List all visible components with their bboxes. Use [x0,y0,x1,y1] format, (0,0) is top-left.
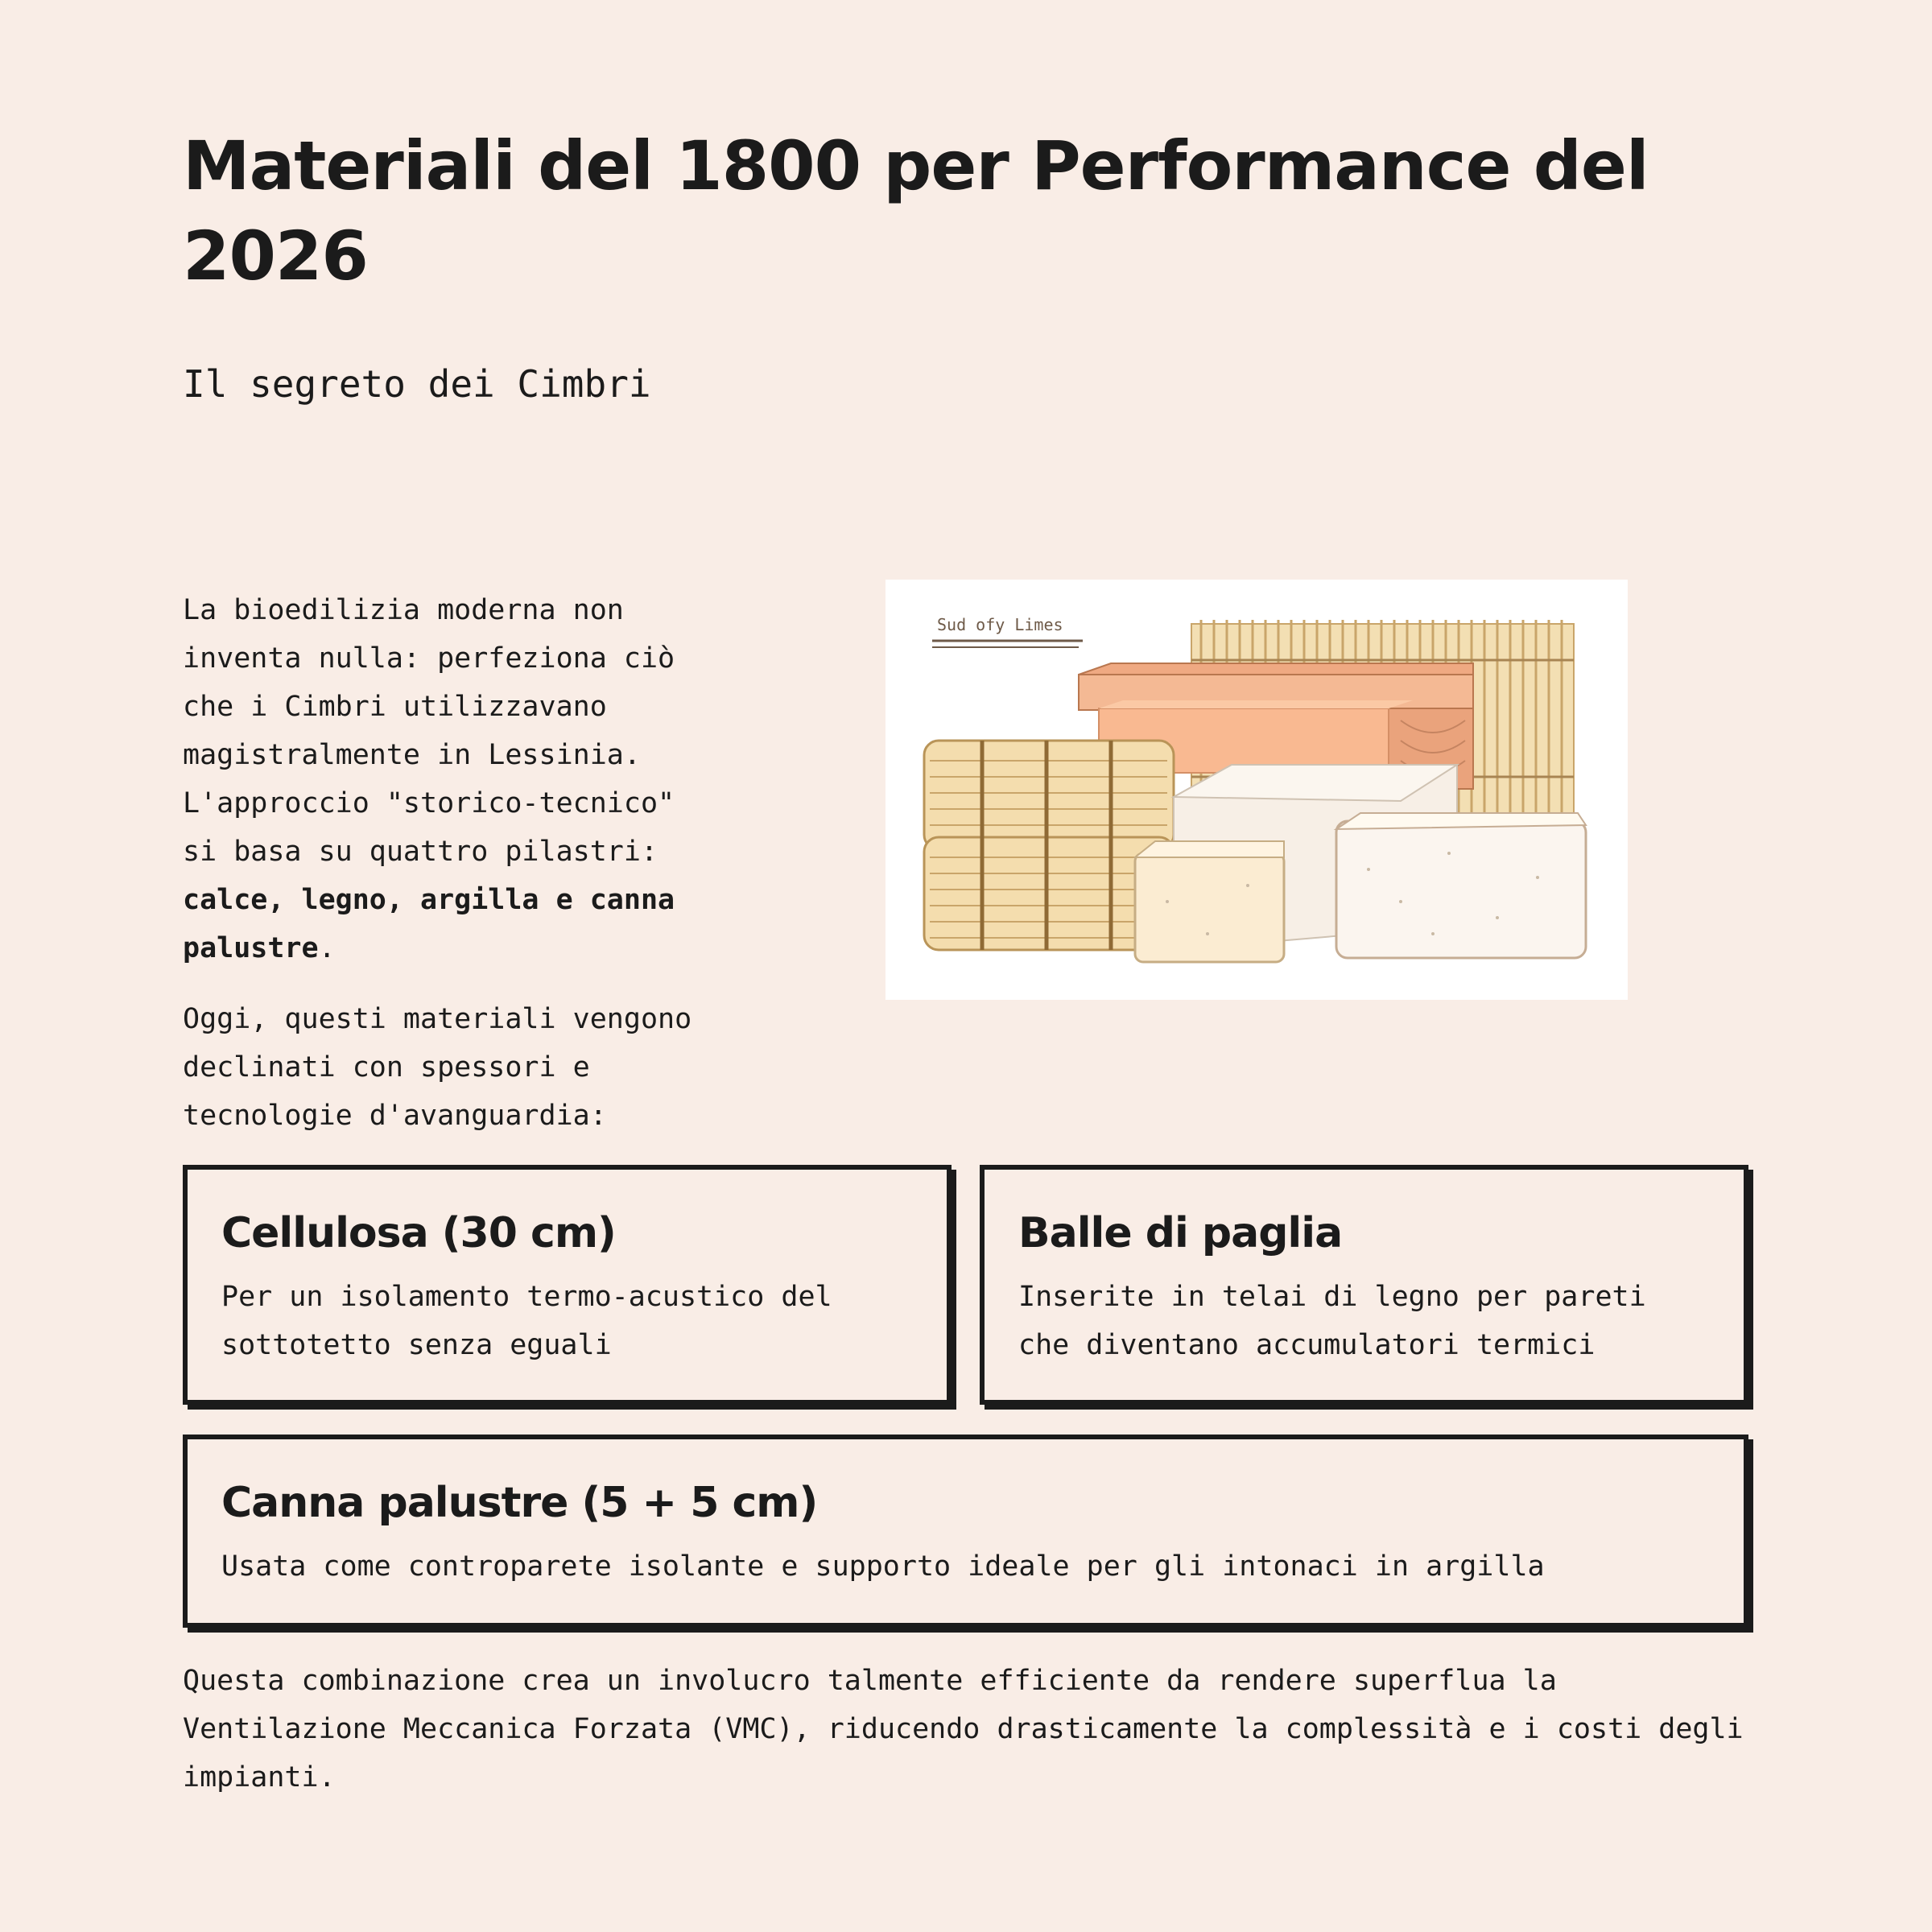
page-subtitle: Il segreto dei Cimbri [183,362,651,406]
intro-paragraph-1 [183,586,698,972]
card-balle-di-paglia [980,1165,1748,1405]
intro-p1-bold: calce, legno, argilla e canna palustre [183,884,675,964]
card-text: Usata come controparete isolante e supporto ideale per gli intonaci in argilla [221,1550,1545,1583]
page [183,121,1752,1794]
card-cellulosa [183,1165,952,1405]
card-text: Per un isolamento termo-acustico del sottotetto senza eguali [221,1281,832,1361]
card-canna-palustre [183,1435,1748,1628]
card-title: Canna palustre (5 + 5 cm) [221,1479,818,1527]
building-materials-illustration [886,580,1628,1000]
intro-p1-end: . [318,932,336,964]
intro-paragraph-2: Oggi, questi materiali vengono declinati con spessori e tecnologie d'avanguardia: [183,1003,692,1132]
card-title: Balle di paglia [1018,1209,1343,1257]
intro-text [183,586,698,1162]
closing-paragraph: Questa combinazione crea un involucro talmente efficiente da rendere superflua la Ventilazione Meccanica Forzata (VMC), riducendo drasticamente la complessità e i costi degli impianti. [183,1665,1744,1794]
intro-p1-text: La bioedilizia moderna non inventa nulla: perfeziona ciò che i Cimbri utilizzavano magistralmente in Lessinia. L'approccio "storico-tecnico" si basa su quattro pilastri: [183,594,675,868]
illustration-label: Sud ofy Limes [937,615,1063,634]
card-text: Inserite in telai di legno per pareti che diventano accumulatori termici [1018,1281,1646,1361]
page-title: Materiali del 1800 per Performance del 2026 [183,126,1649,295]
card-title: Cellulosa (30 cm) [221,1209,616,1257]
